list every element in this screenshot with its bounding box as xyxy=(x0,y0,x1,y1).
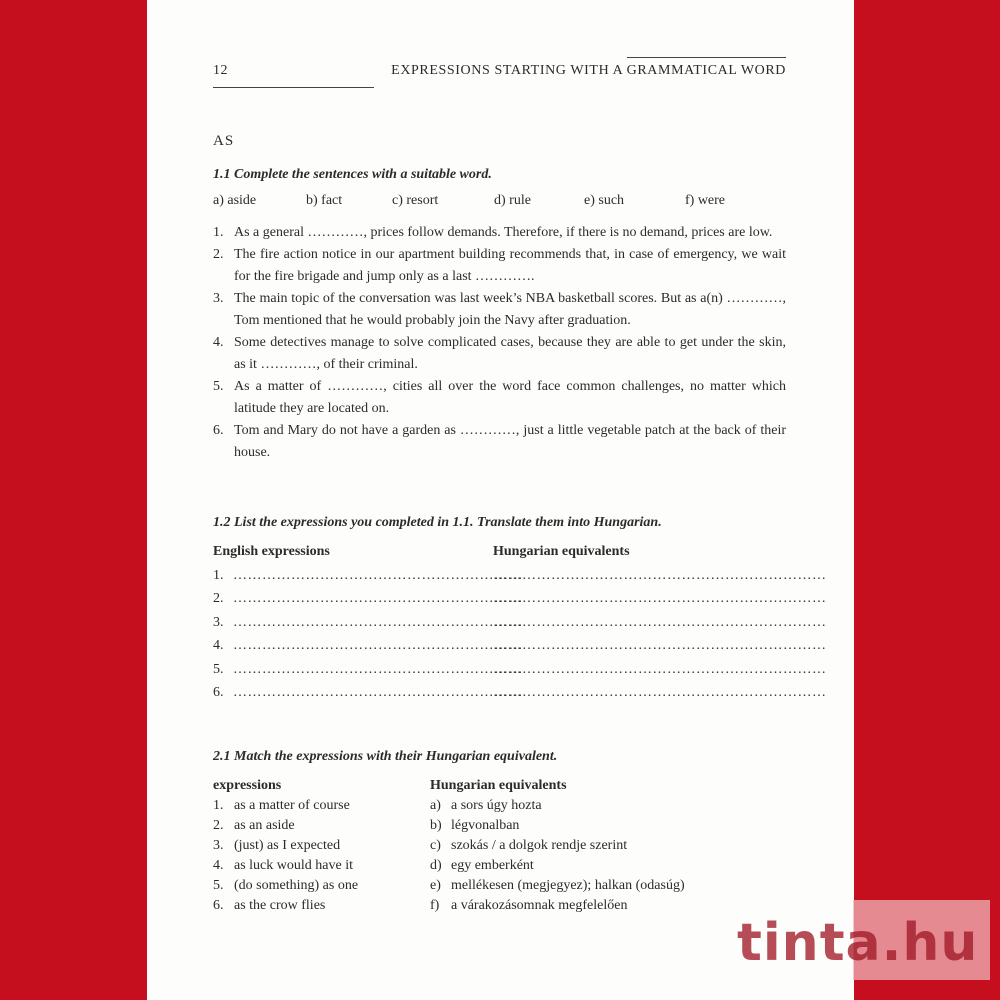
item-text: (do something) as one xyxy=(234,878,359,893)
exercise-1-1-instruction: 1.1 Complete the sentences with a suitable word. xyxy=(213,167,492,182)
option-e: e) such xyxy=(584,193,625,208)
option-b: b) fact xyxy=(306,193,343,208)
expression-item xyxy=(213,858,353,874)
item-text: (just) as I expected xyxy=(234,838,341,853)
item-text: as a matter of course xyxy=(234,798,350,813)
equivalent-item xyxy=(430,818,519,834)
exercise-2-1-instruction: 2.1 Match the expressions with their Hungarian equivalent. xyxy=(213,749,558,764)
item-key: a) xyxy=(430,798,441,813)
expression-item xyxy=(213,798,350,814)
row-number: 4. xyxy=(213,638,224,653)
item-text: as an aside xyxy=(234,818,295,833)
tinta-logo-watermark: tinta.hu xyxy=(737,913,979,973)
option-c: c) resort xyxy=(392,193,439,208)
hungarian-answer-blank: …………………………………………………………… xyxy=(493,685,827,700)
hungarian-answer-blank: …………………………………………………………… xyxy=(493,568,827,583)
sentence-item xyxy=(213,420,786,464)
english-answer-blank: …………………………………………………… xyxy=(233,615,523,630)
sentence-item xyxy=(213,222,786,244)
english-answer-blank: …………………………………………………… xyxy=(233,638,523,653)
english-expressions-heading: English expressions xyxy=(213,544,330,559)
expression-item xyxy=(213,898,325,914)
sentence-item xyxy=(213,332,786,376)
hungarian-answer-blank: …………………………………………………………… xyxy=(493,662,827,677)
item-key: 1. xyxy=(213,798,224,813)
equivalent-item xyxy=(430,878,685,894)
item-text: mellékesen (megjegyez); halkan (odasúg) xyxy=(451,878,685,893)
equivalent-item xyxy=(430,838,627,854)
item-key: b) xyxy=(430,818,442,833)
hungarian-equivalents-heading-2: Hungarian equivalents xyxy=(430,778,567,793)
english-answer-blank: …………………………………………………… xyxy=(233,591,523,606)
hungarian-answer-blank: …………………………………………………………… xyxy=(493,615,827,630)
item-text: as the crow flies xyxy=(234,898,326,913)
row-number: 3. xyxy=(213,615,224,630)
english-answer-blank: …………………………………………………… xyxy=(233,685,523,700)
expression-item xyxy=(213,838,340,854)
sentence-number: 5. xyxy=(213,379,224,394)
item-text: a várakozásomnak megfelelően xyxy=(451,898,628,913)
sentence-number: 3. xyxy=(213,291,224,306)
sentence-text: Tom and Mary do not have a garden as …………, just a little vegetable patch at the back of their house. xyxy=(234,423,786,460)
item-text: légvonalban xyxy=(451,818,520,833)
answer-row xyxy=(213,615,827,635)
sentence-number: 4. xyxy=(213,335,224,350)
item-key: c) xyxy=(430,838,441,853)
item-key: d) xyxy=(430,858,442,873)
expressions-heading: expressions xyxy=(213,778,282,793)
page-number: 12 xyxy=(213,63,228,78)
equivalent-item xyxy=(430,798,542,814)
sentence-text: As a general …………, prices follow demands. Therefore, if there is no demand, prices are low. xyxy=(234,225,773,240)
sentence-text: As a matter of …………, cities all over the word face common challenges, no matter which latitude they are located on. xyxy=(234,379,786,416)
running-head: EXPRESSIONS STARTING WITH A GRAMMATICAL WORD xyxy=(391,63,786,78)
item-key: f) xyxy=(430,898,440,913)
item-key: e) xyxy=(430,878,441,893)
option-d: d) rule xyxy=(494,193,531,208)
answer-row xyxy=(213,638,827,658)
english-answer-blank: …………………………………………………… xyxy=(233,662,523,677)
sentence-number: 6. xyxy=(213,423,224,438)
item-text: szokás / a dolgok rendje szerint xyxy=(451,838,628,853)
equivalent-item xyxy=(430,898,627,914)
row-number: 6. xyxy=(213,685,224,700)
hungarian-equivalents-heading: Hungarian equivalents xyxy=(493,544,630,559)
item-text: as luck would have it xyxy=(234,858,353,873)
sentence-number: 1. xyxy=(213,225,224,240)
sentence-text: Some detectives manage to solve complicated cases, because they are able to get under the skin, as it …………, of their criminal. xyxy=(234,335,786,372)
header-rule-bottom xyxy=(213,87,374,88)
hungarian-answer-blank: …………………………………………………………… xyxy=(493,638,827,653)
section-title: AS xyxy=(213,133,235,149)
option-a: a) aside xyxy=(213,193,257,208)
expression-item xyxy=(213,818,295,834)
answer-row xyxy=(213,662,827,682)
row-number: 2. xyxy=(213,591,224,606)
sentence-item xyxy=(213,288,786,332)
sentence-number: 2. xyxy=(213,247,224,262)
option-f: f) were xyxy=(685,193,726,208)
sentence-text: The fire action notice in our apartment building recommends that, in case of emergency, we wait for the fire brigade and jump only as a last …………. xyxy=(234,247,786,284)
item-key: 4. xyxy=(213,858,224,873)
item-key: 6. xyxy=(213,898,224,913)
sentence-item xyxy=(213,376,786,420)
answer-row xyxy=(213,685,827,705)
sentence-item xyxy=(213,244,786,288)
header-rule-top xyxy=(627,57,786,58)
row-number: 5. xyxy=(213,662,224,677)
expression-item xyxy=(213,878,358,894)
sentence-text: The main topic of the conversation was last week’s NBA basketball scores. But as a(n) …………, Tom mentioned that he would probably join the Navy after graduation. xyxy=(234,291,786,328)
item-key: 2. xyxy=(213,818,224,833)
answer-row xyxy=(213,591,827,611)
hungarian-answer-blank: …………………………………………………………… xyxy=(493,591,827,606)
item-text: egy emberként xyxy=(451,858,534,873)
item-key: 3. xyxy=(213,838,224,853)
answer-row xyxy=(213,568,827,588)
exercise-1-1-sentences xyxy=(213,222,786,464)
english-answer-blank: …………………………………………………… xyxy=(233,568,523,583)
item-key: 5. xyxy=(213,878,224,893)
equivalent-item xyxy=(430,858,534,874)
exercise-1-2-instruction: 1.2 List the expressions you completed in 1.1. Translate them into Hungarian. xyxy=(213,515,662,530)
row-number: 1. xyxy=(213,568,224,583)
item-text: a sors úgy hozta xyxy=(451,798,542,813)
